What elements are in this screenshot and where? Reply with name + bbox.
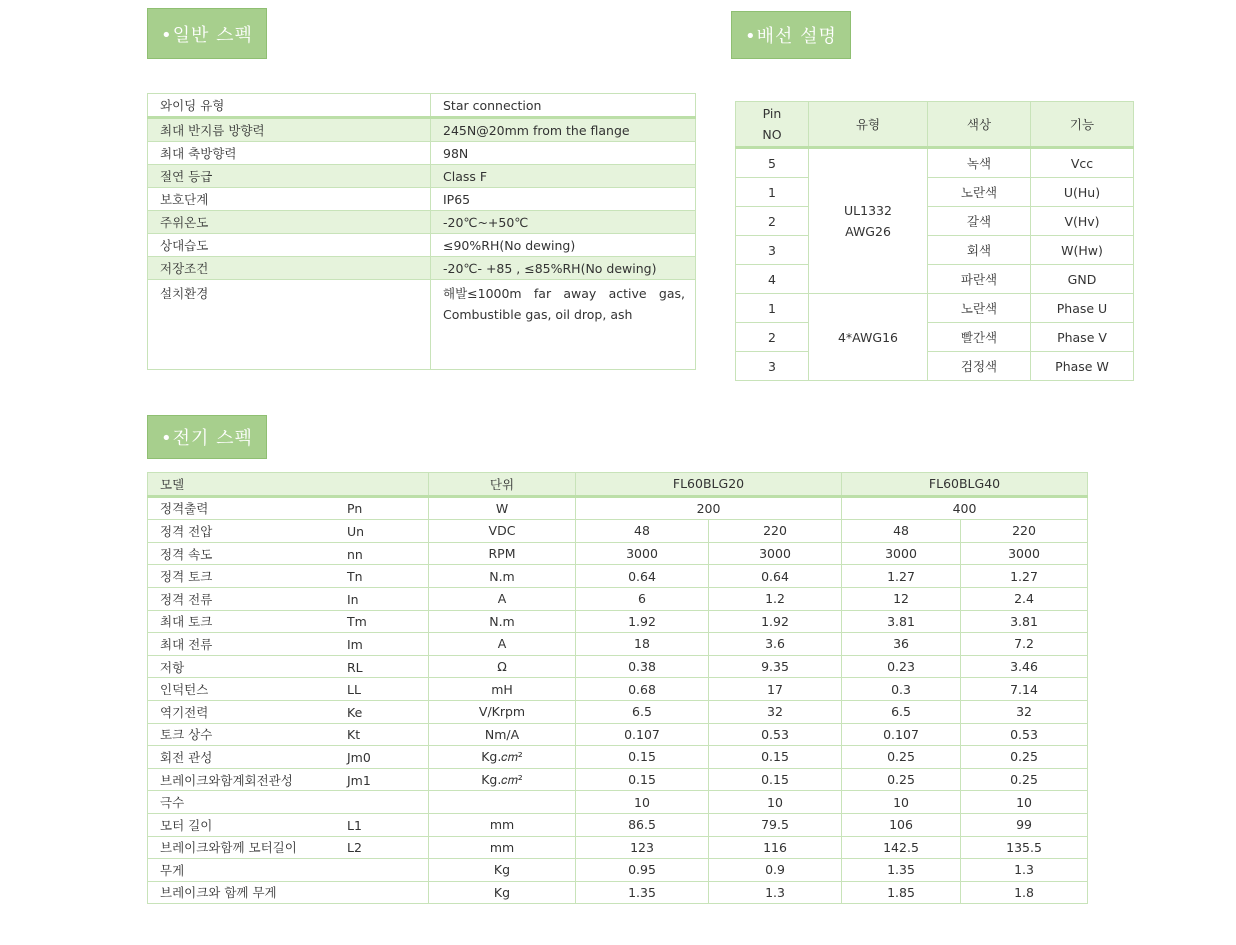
general-spec-label: 상대습도 xyxy=(148,234,431,257)
param-name: 최대 토크 Tm xyxy=(148,610,429,633)
general-spec-value: Class F xyxy=(431,165,696,188)
param-value: 0.25 xyxy=(961,768,1088,791)
param-symbol: nn xyxy=(347,546,363,562)
param-unit: Ω xyxy=(429,655,576,678)
electrical-row xyxy=(148,700,1088,723)
param-value: 0.23 xyxy=(842,655,961,678)
param-value: 116 xyxy=(709,836,842,859)
param-value: 32 xyxy=(709,700,842,723)
general-spec-row xyxy=(148,280,696,370)
param-name: 토크 상수 Kt xyxy=(148,723,429,746)
param-value: 1.27 xyxy=(842,565,961,588)
electrical-header-row xyxy=(148,473,1088,497)
general-spec-value: 98N xyxy=(431,142,696,165)
param-value: 48 xyxy=(576,520,709,543)
electrical-row xyxy=(148,768,1088,791)
param-unit: A xyxy=(429,587,576,610)
param-value: 6 xyxy=(576,587,709,610)
wiring-color: 갈색 xyxy=(928,207,1031,236)
wiring-row xyxy=(736,148,1134,178)
general-spec-value: Star connection xyxy=(431,94,696,118)
wiring-pin: 2 xyxy=(736,323,809,352)
wiring-header-row xyxy=(736,102,1134,148)
header-model-2: FL60BLG40 xyxy=(842,473,1088,497)
general-spec-row xyxy=(148,165,696,188)
electrical-row xyxy=(148,746,1088,769)
wiring-header-color: 색상 xyxy=(928,102,1031,148)
wiring-type-group-1: UL1332 AWG26 xyxy=(809,148,928,294)
param-value: 7.14 xyxy=(961,678,1088,701)
wiring-table xyxy=(735,101,1134,381)
param-value: 0.107 xyxy=(576,723,709,746)
param-name: 정격 토크 Tn xyxy=(148,565,429,588)
param-value: 3.6 xyxy=(709,633,842,656)
wiring-badge: •배선 설명 xyxy=(731,11,851,59)
electrical-row xyxy=(148,655,1088,678)
param-value: 9.35 xyxy=(709,655,842,678)
param-unit: VDC xyxy=(429,520,576,543)
wiring-row xyxy=(736,323,1134,352)
general-spec-label: 주위온도 xyxy=(148,211,431,234)
general-spec-row xyxy=(148,188,696,211)
param-value: 17 xyxy=(709,678,842,701)
general-spec-label: 보호단계 xyxy=(148,188,431,211)
general-spec-label: 절연 등급 xyxy=(148,165,431,188)
param-unit: W xyxy=(429,496,576,520)
param-symbol: RL xyxy=(347,659,363,675)
param-value: 0.25 xyxy=(842,768,961,791)
param-unit: A xyxy=(429,633,576,656)
electrical-row xyxy=(148,565,1088,588)
param-value: 7.2 xyxy=(961,633,1088,656)
wiring-function: V(Hv) xyxy=(1031,207,1134,236)
param-name: 저항 RL xyxy=(148,655,429,678)
general-spec-row xyxy=(148,257,696,280)
param-name: 정격 속도 nn xyxy=(148,542,429,565)
general-spec-value: -20℃- +85 , ≤85%RH(No dewing) xyxy=(431,257,696,280)
wiring-row xyxy=(736,207,1134,236)
wiring-color: 노란색 xyxy=(928,294,1031,323)
param-symbol: L1 xyxy=(347,817,362,833)
param-unit: mH xyxy=(429,678,576,701)
param-unit: Kg xyxy=(429,881,576,904)
param-name: 무게 xyxy=(148,859,429,882)
param-unit xyxy=(429,791,576,814)
electrical-row xyxy=(148,791,1088,814)
general-spec-row xyxy=(148,142,696,165)
wiring-function: Vcc xyxy=(1031,148,1134,178)
general-spec-value: 해발≤1000m far away active gas, Combustible gas, oil drop, ash xyxy=(431,280,696,370)
param-value: 10 xyxy=(709,791,842,814)
wiring-function: GND xyxy=(1031,265,1134,294)
param-unit: mm xyxy=(429,836,576,859)
wiring-header-type: 유형 xyxy=(809,102,928,148)
param-unit: Kg.𝑐𝑚² xyxy=(429,746,576,769)
param-value: 1.27 xyxy=(961,565,1088,588)
param-value: 3000 xyxy=(842,542,961,565)
param-value: 1.35 xyxy=(842,859,961,882)
param-value: 18 xyxy=(576,633,709,656)
param-value: 1.92 xyxy=(709,610,842,633)
param-value: 1.35 xyxy=(576,881,709,904)
wiring-color: 녹색 xyxy=(928,148,1031,178)
param-unit: Kg xyxy=(429,859,576,882)
general-spec-row xyxy=(148,211,696,234)
electrical-spec-table xyxy=(147,472,1088,904)
electrical-row xyxy=(148,587,1088,610)
wiring-function: Phase V xyxy=(1031,323,1134,352)
param-name: 정격 전류 In xyxy=(148,587,429,610)
param-value: 0.107 xyxy=(842,723,961,746)
param-value: 1.2 xyxy=(709,587,842,610)
wiring-color: 회색 xyxy=(928,236,1031,265)
param-value-m2: 400 xyxy=(842,496,1088,520)
param-name: 인덕턴스 LL xyxy=(148,678,429,701)
electrical-row xyxy=(148,610,1088,633)
param-value: 6.5 xyxy=(842,700,961,723)
param-value: 3.81 xyxy=(842,610,961,633)
param-value: 1.92 xyxy=(576,610,709,633)
param-value: 220 xyxy=(709,520,842,543)
param-value: 99 xyxy=(961,813,1088,836)
general-spec-value: IP65 xyxy=(431,188,696,211)
param-symbol: Ke xyxy=(347,704,363,720)
param-value: 0.3 xyxy=(842,678,961,701)
param-value: 0.53 xyxy=(961,723,1088,746)
param-symbol: Tn xyxy=(347,569,363,585)
wiring-color: 파란색 xyxy=(928,265,1031,294)
param-unit: Nm/A xyxy=(429,723,576,746)
param-value: 79.5 xyxy=(709,813,842,836)
param-name: 역기전력 Ke xyxy=(148,700,429,723)
wiring-pin: 1 xyxy=(736,294,809,323)
general-spec-row xyxy=(148,94,696,118)
electrical-row xyxy=(148,520,1088,543)
param-name: 최대 전류 Im xyxy=(148,633,429,656)
wiring-header-function: 기능 xyxy=(1031,102,1134,148)
param-value: 0.15 xyxy=(576,746,709,769)
param-name: 정격 전압 Un xyxy=(148,520,429,543)
wiring-type-group-2: 4*AWG16 xyxy=(809,294,928,381)
param-symbol: Kt xyxy=(347,727,361,743)
header-unit: 단위 xyxy=(429,473,576,497)
electrical-row xyxy=(148,813,1088,836)
param-value: 3.81 xyxy=(961,610,1088,633)
param-symbol: Un xyxy=(347,523,365,539)
param-value: 1.3 xyxy=(961,859,1088,882)
param-value: 1.8 xyxy=(961,881,1088,904)
param-name: 브레이크와 함께 무게 xyxy=(148,881,429,904)
param-value: 0.15 xyxy=(709,746,842,769)
param-value: 0.9 xyxy=(709,859,842,882)
param-value: 3000 xyxy=(961,542,1088,565)
param-name: 브레이크와함께 모터길이 L2 xyxy=(148,836,429,859)
param-value: 3.46 xyxy=(961,655,1088,678)
param-value: 12 xyxy=(842,587,961,610)
param-value: 0.53 xyxy=(709,723,842,746)
param-value: 1.85 xyxy=(842,881,961,904)
param-value: 86.5 xyxy=(576,813,709,836)
param-name: 극수 xyxy=(148,791,429,814)
param-value: 0.64 xyxy=(576,565,709,588)
wiring-function: Phase W xyxy=(1031,352,1134,381)
general-spec-value: 245N@20mm from the flange xyxy=(431,118,696,142)
param-name: 브레이크와함계회전관성 Jm1 xyxy=(148,768,429,791)
param-symbol: L2 xyxy=(347,840,362,856)
param-value-m1: 200 xyxy=(576,496,842,520)
wiring-color: 노란색 xyxy=(928,178,1031,207)
param-unit: N.m xyxy=(429,565,576,588)
param-unit: mm xyxy=(429,813,576,836)
param-name: 정격출력 Pn xyxy=(148,496,429,520)
param-value: 36 xyxy=(842,633,961,656)
param-value: 3000 xyxy=(576,542,709,565)
wiring-header-pin: Pin NO xyxy=(736,102,809,148)
param-symbol: Im xyxy=(347,636,363,652)
general-spec-row xyxy=(148,234,696,257)
param-value: 0.25 xyxy=(842,746,961,769)
param-symbol: In xyxy=(347,591,359,607)
param-name: 모터 길이 L1 xyxy=(148,813,429,836)
wiring-pin: 3 xyxy=(736,352,809,381)
wiring-row xyxy=(736,265,1134,294)
param-value: 220 xyxy=(961,520,1088,543)
electrical-row xyxy=(148,542,1088,565)
param-value: 3000 xyxy=(709,542,842,565)
param-unit: RPM xyxy=(429,542,576,565)
wiring-pin: 3 xyxy=(736,236,809,265)
general-spec-value: -20℃~+50℃ xyxy=(431,211,696,234)
general-spec-label: 설치환경 xyxy=(148,280,431,370)
param-name: 회전 관성 Jm0 xyxy=(148,746,429,769)
param-value: 106 xyxy=(842,813,961,836)
wiring-pin: 4 xyxy=(736,265,809,294)
wiring-pin: 2 xyxy=(736,207,809,236)
param-value: 0.95 xyxy=(576,859,709,882)
param-value: 0.68 xyxy=(576,678,709,701)
param-value: 142.5 xyxy=(842,836,961,859)
wiring-function: U(Hu) xyxy=(1031,178,1134,207)
general-spec-label: 저장조건 xyxy=(148,257,431,280)
general-spec-label: 최대 반지름 방향력 xyxy=(148,118,431,142)
general-spec-label: 최대 축방향력 xyxy=(148,142,431,165)
general-spec-table xyxy=(147,93,696,370)
param-value: 48 xyxy=(842,520,961,543)
param-value: 0.64 xyxy=(709,565,842,588)
general-spec-badge: •일반 스펙 xyxy=(147,8,267,59)
param-value: 0.38 xyxy=(576,655,709,678)
wiring-row xyxy=(736,352,1134,381)
wiring-color: 검정색 xyxy=(928,352,1031,381)
param-symbol: Tm xyxy=(347,614,367,630)
wiring-row xyxy=(736,294,1134,323)
wiring-function: Phase U xyxy=(1031,294,1134,323)
electrical-row xyxy=(148,633,1088,656)
param-symbol: LL xyxy=(347,682,361,698)
general-spec-value: ≤90%RH(No dewing) xyxy=(431,234,696,257)
general-spec-label: 와이딩 유형 xyxy=(148,94,431,118)
param-unit: Kg.𝑐𝑚² xyxy=(429,768,576,791)
electrical-row xyxy=(148,678,1088,701)
param-value: 0.15 xyxy=(576,768,709,791)
param-value: 10 xyxy=(961,791,1088,814)
param-value: 32 xyxy=(961,700,1088,723)
electrical-row xyxy=(148,836,1088,859)
param-symbol: Jm0 xyxy=(347,749,371,765)
electrical-spec-badge: •전기 스펙 xyxy=(147,415,267,459)
param-value: 10 xyxy=(842,791,961,814)
param-value: 123 xyxy=(576,836,709,859)
electrical-row xyxy=(148,881,1088,904)
param-value: 6.5 xyxy=(576,700,709,723)
header-model-1: FL60BLG20 xyxy=(576,473,842,497)
param-value: 0.15 xyxy=(709,768,842,791)
param-value: 1.3 xyxy=(709,881,842,904)
electrical-row xyxy=(148,859,1088,882)
wiring-row xyxy=(736,178,1134,207)
param-value: 135.5 xyxy=(961,836,1088,859)
wiring-pin: 1 xyxy=(736,178,809,207)
param-unit: N.m xyxy=(429,610,576,633)
param-symbol: Jm1 xyxy=(347,772,371,788)
wiring-function: W(Hw) xyxy=(1031,236,1134,265)
wiring-row xyxy=(736,236,1134,265)
wiring-color: 빨간색 xyxy=(928,323,1031,352)
param-unit: V/Krpm xyxy=(429,700,576,723)
general-spec-row xyxy=(148,118,696,142)
wiring-pin: 5 xyxy=(736,148,809,178)
header-model: 모델 xyxy=(148,473,429,497)
electrical-row-rated-output xyxy=(148,496,1088,520)
electrical-row xyxy=(148,723,1088,746)
param-value: 0.25 xyxy=(961,746,1088,769)
param-value: 10 xyxy=(576,791,709,814)
param-value: 2.4 xyxy=(961,587,1088,610)
